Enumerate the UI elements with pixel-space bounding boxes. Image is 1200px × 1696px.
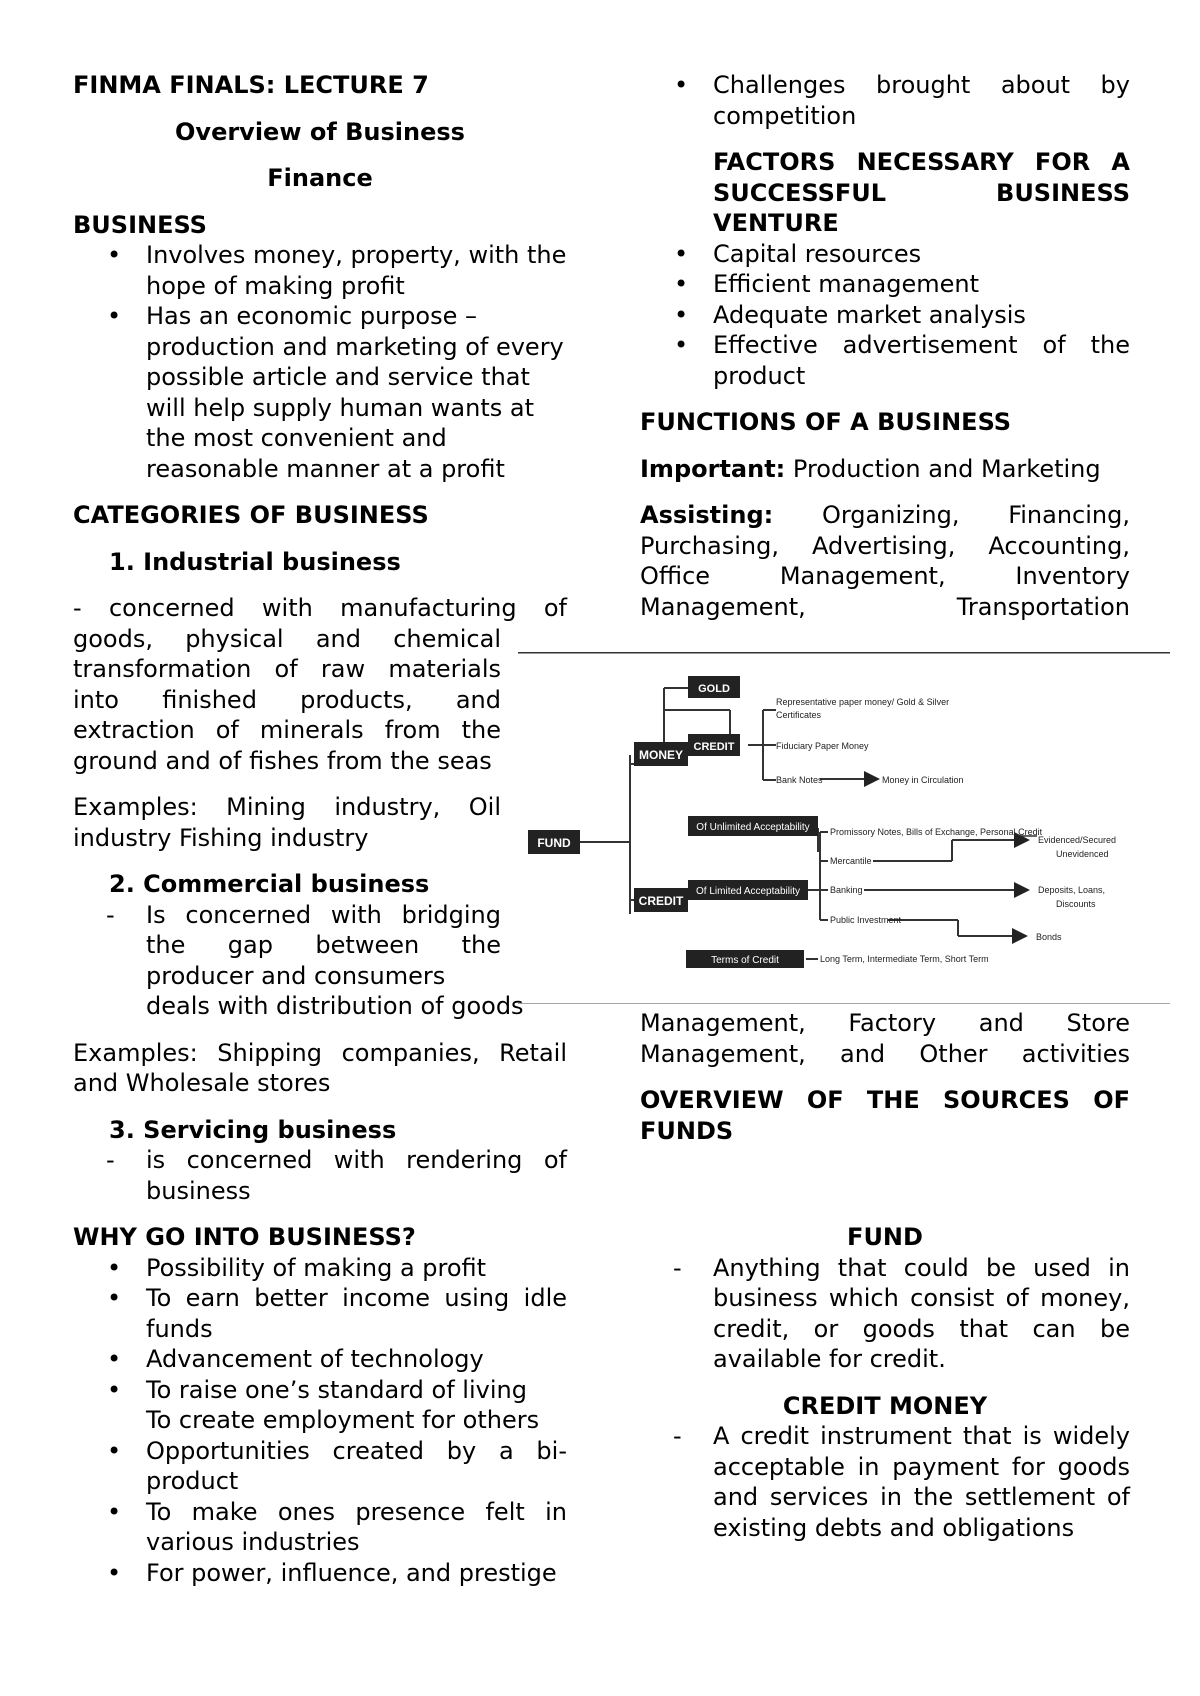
label-mercantile: Mercantile [830,856,872,866]
label-money-circulation: Money in Circulation [882,775,964,785]
servicing-desc-list [73,1145,567,1206]
heading-categories: CATEGORIES OF BUSINESS [73,501,429,529]
important-functions [640,454,1130,485]
diagram-nodes [528,676,818,968]
list-item: • Possibility of making a profit [73,1253,567,1284]
business-list [73,240,567,484]
label-banking: Banking [830,885,863,895]
list-item: • Efficient management [640,269,1130,300]
subtitle-overview: Overview of Business [175,117,465,146]
category-industrial-desc: goods, physical and chemical transformation of raw materials into finished products, and extraction of minerals from the ground and of fishes from the seas [73,624,501,775]
label-bank-notes: Bank Notes [776,775,823,785]
heading-functions: FUNCTIONS OF A BUSINESS [640,408,1012,436]
list-item: • To make ones presence felt in various industries [73,1497,567,1558]
node-limited-label: Of Limited Acceptability [696,886,800,897]
right-column [640,70,1130,622]
list-item: • Has an economic purpose – production and marketing of every possible article and service that will help supply human wants at the most convenient and reasonable manner at a profit [73,301,567,484]
label-unevidenced: Unevidenced [1056,849,1109,859]
list-item: • Advancement of technology [73,1344,567,1375]
category-commercial-title: 2. Commercial business [109,870,430,898]
list-item: • For power, influence, and prestige [73,1558,567,1589]
label-fiduciary: Fiduciary Paper Money [776,741,869,751]
important-text: Production and Marketing [792,454,1101,483]
node-fund-label: FUND [537,836,571,850]
list-item: • Adequate market analysis [640,300,1130,331]
functions-continued: Management, Factory and Store Management, and Other activities [640,1009,1130,1068]
node-unlimited-label: Of Unlimited Acceptability [696,822,810,833]
heading-sources-of-funds: OVERVIEW OF THE SOURCES OF FUNDS [640,1086,1130,1145]
sources-of-funds-diagram [518,652,1170,1004]
label-deposits: Deposits, Loans, [1038,885,1106,895]
list-item: - is concerned with rendering of business [73,1145,567,1206]
list-item: • Opportunities created by a bi-product [73,1436,567,1497]
heading-fund: FUND [847,1223,923,1251]
label-terms-list: Long Term, Intermediate Term, Short Term [820,954,989,964]
heading-credit-money: CREDIT MONEY [782,1391,988,1420]
label-promissory: Promissory Notes, Bills of Exchange, Personal Credit [830,827,1043,837]
label-discounts: Discounts [1056,899,1096,909]
list-item: - A credit instrument that is widely acceptable in payment for goods and services in the settlement of existing debts and obligations [640,1421,1130,1543]
category-industrial-desc-line1: - concerned with manufacturing of [73,594,567,622]
commercial-desc-list [73,900,524,1022]
heading-factors: FACTORS NECESSARY FOR A SUCCESSFUL BUSINESS VENTURE [713,148,1130,237]
list-item: • Effective advertisement of the product [640,330,1130,391]
list-item: • To earn better income using idle funds [73,1283,567,1344]
node-credit-label: CREDIT [638,894,684,908]
challenges-list [640,70,1130,131]
label-certificates: Certificates [776,710,822,720]
factors-list [640,239,1130,392]
heading-business: BUSINESS [73,210,207,239]
why-business-list [73,1253,567,1589]
important-label: Important: [640,454,786,483]
fund-desc-list [640,1253,1130,1375]
label-rep-paper: Representative paper money/ Gold & Silver [776,697,950,707]
list-item: • Capital resources [640,239,1130,270]
list-item: • To raise one’s standard of living To create employment for others [73,1375,567,1436]
node-money-label: MONEY [638,748,684,762]
heading-why-business: WHY GO INTO BUSINESS? [73,1223,416,1251]
list-item: - Is concerned with bridging the gap between the producer and consumers deals with distribution of goods [73,900,501,1022]
category-servicing-title: 3. Servicing business [109,1115,397,1144]
assisting-functions [640,500,1130,622]
credit-money-desc-list [640,1421,1130,1543]
assisting-label: Assisting: [640,501,774,529]
category-industrial-examples: Examples: Mining industry, Oil industry Fishing industry [73,793,501,852]
list-item: - Anything that could be used in business which consist of money, credit, or goods that can be available for credit. [640,1253,1130,1375]
label-evidenced: Evidenced/Secured [1038,835,1117,845]
list-item: • Challenges brought about by competition [640,70,1130,131]
label-public-investment: Public Investment [830,915,902,925]
right-column-lower [640,1008,1130,1543]
category-commercial-examples: Examples: Shipping companies, Retail and Wholesale stores [73,1038,567,1097]
list-item: • Involves money, property, with the hope of making profit [73,240,567,301]
label-bonds: Bonds [1036,932,1062,942]
assisting-text: Organizing, Financing, Purchasing, Advertising, Accounting, Office Management, Inventory Management, Transportation [640,501,1130,621]
node-money-credit-label: CREDIT [693,741,735,753]
left-column [73,70,567,1588]
node-gold-label: GOLD [698,683,730,695]
document-title: FINMA FINALS: LECTURE 7 [73,71,429,99]
node-terms-label: Terms of Credit [711,955,779,966]
category-industrial-title: 1. Industrial business [109,547,401,576]
subtitle-finance: Finance [267,164,373,192]
